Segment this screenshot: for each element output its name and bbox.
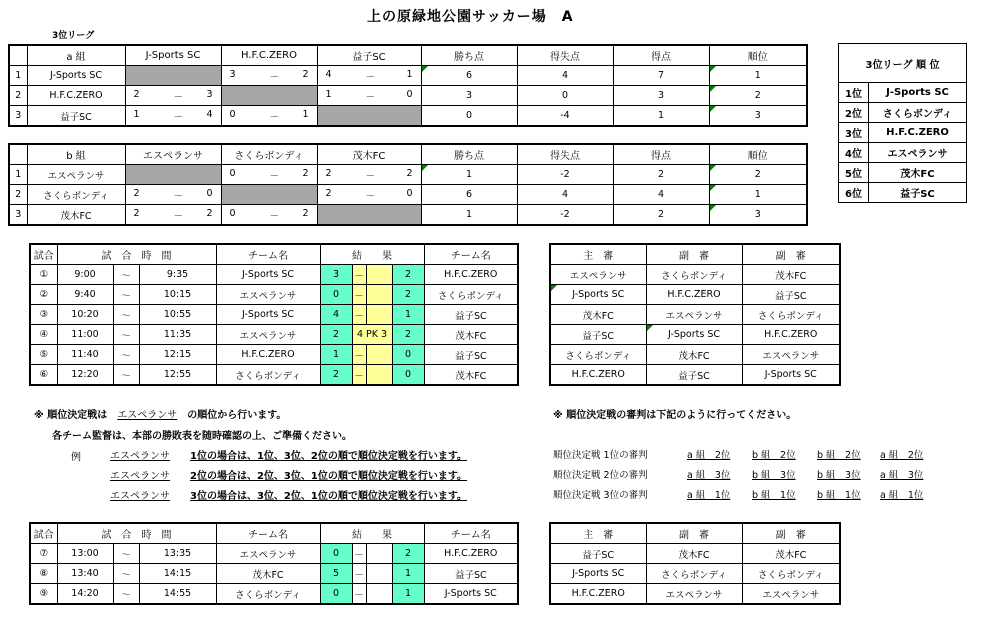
start-time: 9:40: [57, 285, 113, 305]
pk-result: [366, 564, 392, 584]
column-header: 副 審: [742, 523, 840, 544]
ranking-place: 5位: [839, 163, 869, 183]
assistant-referee: 益子SC: [646, 365, 742, 386]
column-header: 副 審: [646, 244, 742, 265]
ranking-table: [838, 43, 967, 203]
column-header: H.F.C.ZERO: [221, 45, 317, 66]
row-number: 1: [9, 165, 27, 185]
row-number: 2: [9, 86, 27, 106]
assistant-referee: エスペランサ: [646, 584, 742, 605]
home-team: エスペランサ: [216, 544, 320, 564]
points: 1: [421, 165, 517, 185]
column-header: 得点: [613, 144, 709, 165]
match-number: ⑨: [30, 584, 57, 605]
match-row: [30, 265, 518, 285]
match-row: [30, 584, 518, 605]
referee-row: [550, 345, 840, 365]
away-team: 益子SC: [424, 305, 518, 325]
end-time: 12:15: [139, 345, 216, 365]
referee-assign-cell: a 組 3位: [687, 470, 731, 481]
group-a-table: [8, 44, 808, 127]
home-score: 1: [320, 345, 352, 365]
score-dash: －: [352, 584, 366, 605]
referee-assign-cell: b 組 2位: [752, 450, 796, 461]
away-team: J-Sports SC: [424, 584, 518, 605]
assistant-referee: さくらボンディ: [742, 564, 840, 584]
self-cell: [125, 66, 221, 86]
home-team: さくらボンディ: [216, 584, 320, 605]
match-result: 2 － 2: [317, 165, 421, 185]
schedule-header: [30, 523, 518, 544]
assistant-referee: エスペランサ: [742, 584, 840, 605]
match-number: ④: [30, 325, 57, 345]
goals-for: 4: [613, 185, 709, 205]
start-time: 12:20: [57, 365, 113, 386]
example-team: エスペランサ: [110, 491, 170, 502]
column-header: 得失点: [517, 144, 613, 165]
home-team: H.F.C.ZERO: [216, 345, 320, 365]
referee-assign-cell: a 組 1位: [687, 490, 731, 501]
note-prefix: ※ 順位決定戦は: [34, 410, 108, 421]
time-separator: ～: [113, 265, 139, 285]
match-row: [30, 544, 518, 564]
away-team: H.F.C.ZERO: [424, 265, 518, 285]
ranking-team: 益子SC: [869, 183, 967, 203]
assistant-referee: 茂木FC: [742, 544, 840, 564]
end-time: 11:35: [139, 325, 216, 345]
goals-for: 7: [613, 66, 709, 86]
table-row: [9, 185, 807, 205]
assistant-referee: 茂木FC: [646, 345, 742, 365]
note-suffix: の順位から行います。: [187, 410, 287, 421]
page-title: 上の原緑地公園サッカー場 A: [367, 9, 574, 25]
column-header: 勝ち点: [421, 144, 517, 165]
ranking-team: エスペランサ: [869, 143, 967, 163]
column-header: J-Sports SC: [125, 45, 221, 66]
referee-assign-cell: a 組 1位: [880, 490, 924, 501]
away-score: 1: [392, 564, 424, 584]
rank: 3: [709, 205, 807, 226]
team-name: 益子SC: [27, 106, 125, 127]
table-row: [9, 165, 807, 185]
column-header: 勝ち点: [421, 45, 517, 66]
assistant-referee: H.F.C.ZERO: [646, 285, 742, 305]
points: 6: [421, 185, 517, 205]
referee-row: [550, 325, 840, 345]
column-header: 主 審: [550, 523, 646, 544]
referee-assign-cell: b 組 1位: [817, 490, 861, 501]
table-row: [9, 106, 807, 127]
self-cell: [221, 86, 317, 106]
away-score: 0: [392, 365, 424, 386]
match-row: [30, 285, 518, 305]
ranking-row: [839, 163, 967, 183]
self-cell: [317, 205, 421, 226]
away-team: 茂木FC: [424, 365, 518, 386]
column-header: チーム名: [216, 244, 320, 265]
referee-row: [550, 544, 840, 564]
home-team: エスペランサ: [216, 285, 320, 305]
away-score: 2: [392, 265, 424, 285]
rank: 2: [709, 86, 807, 106]
pk-result: [366, 285, 392, 305]
main-referee: J-Sports SC: [550, 564, 646, 584]
column-header: 試合: [30, 244, 57, 265]
match-number: ⑥: [30, 365, 57, 386]
assistant-referee: さくらボンディ: [742, 305, 840, 325]
table-row: [9, 205, 807, 226]
column-header: チーム名: [216, 523, 320, 544]
group-label: a 組: [27, 45, 125, 66]
example-label: 例: [71, 452, 81, 463]
away-team: 益子SC: [424, 564, 518, 584]
example-text: 3位の場合は、3位、2位、1位の順で順位決定戦を行います。: [190, 491, 468, 502]
away-team: さくらボンディ: [424, 285, 518, 305]
score-dash: －: [352, 564, 366, 584]
column-header: 順位: [709, 144, 807, 165]
rank: 3: [709, 106, 807, 127]
column-header: 得失点: [517, 45, 613, 66]
ranking-row: [839, 123, 967, 143]
match-row: [30, 325, 518, 345]
column-header: 副 審: [646, 523, 742, 544]
pk-result: [366, 305, 392, 325]
referee-row: [550, 584, 840, 605]
ranking-row: [839, 103, 967, 123]
ranking-row: [839, 143, 967, 163]
match-result: 0 － 2: [221, 205, 317, 226]
main-referee: 益子SC: [550, 325, 646, 345]
home-score: 4: [320, 305, 352, 325]
away-score: 1: [392, 305, 424, 325]
ranking-place: 4位: [839, 143, 869, 163]
score-dash: －: [352, 305, 366, 325]
assistant-referee: さくらボンディ: [646, 265, 742, 285]
time-separator: ～: [113, 325, 139, 345]
time-separator: ～: [113, 345, 139, 365]
home-score: 3: [320, 265, 352, 285]
end-time: 9:35: [139, 265, 216, 285]
score-dash: －: [352, 544, 366, 564]
column-header: 試 合 時 間: [57, 244, 216, 265]
ranking-title: 3位リーグ 順 位: [839, 44, 967, 83]
main-referee: J-Sports SC: [550, 285, 646, 305]
match-result: 2 － 3: [125, 86, 221, 106]
goal-difference: -2: [517, 165, 613, 185]
goal-difference: 4: [517, 185, 613, 205]
score-dash: －: [352, 345, 366, 365]
referee-header: [550, 523, 840, 544]
goal-difference: -2: [517, 205, 613, 226]
column-header: 得点: [613, 45, 709, 66]
match-number: ⑧: [30, 564, 57, 584]
example-text: 2位の場合は、2位、3位、1位の順で順位決定戦を行います。: [190, 471, 468, 482]
assistant-referee: 益子SC: [742, 285, 840, 305]
row-number: 3: [9, 205, 27, 226]
self-cell: [125, 165, 221, 185]
main-referee: エスペランサ: [550, 265, 646, 285]
score-dash: －: [352, 285, 366, 305]
column-header: 益子SC: [317, 45, 421, 66]
away-score: 1: [392, 584, 424, 605]
note-check: 各チーム監督は、本部の勝敗表を随時確認の上、ご準備ください。: [52, 431, 352, 442]
ranking-place: 1位: [839, 83, 869, 103]
away-score: 0: [392, 345, 424, 365]
match-result: 1 － 0: [317, 86, 421, 106]
points: 3: [421, 86, 517, 106]
referee-table-2: [549, 522, 841, 605]
assistant-referee: H.F.C.ZERO: [742, 325, 840, 345]
column-header: 試 合 時 間: [57, 523, 216, 544]
main-referee: 益子SC: [550, 544, 646, 564]
example-team: エスペランサ: [110, 451, 170, 462]
goal-difference: 4: [517, 66, 613, 86]
ranking-place: 3位: [839, 123, 869, 143]
match-number: ③: [30, 305, 57, 325]
column-header: チーム名: [424, 523, 518, 544]
home-score: 0: [320, 285, 352, 305]
match-result: 2 － 0: [317, 185, 421, 205]
row-number: 3: [9, 106, 27, 127]
home-team: エスペランサ: [216, 325, 320, 345]
schedule-table-2: [29, 522, 519, 605]
points: 1: [421, 205, 517, 226]
column-header: 順位: [709, 45, 807, 66]
score-dash: －: [352, 265, 366, 285]
referee-assign-label: 順位決定戦 1位の審判: [553, 450, 648, 461]
referee-assign-label: 順位決定戦 3位の審判: [553, 490, 648, 501]
time-separator: ～: [113, 564, 139, 584]
start-time: 14:20: [57, 584, 113, 605]
home-team: J-Sports SC: [216, 305, 320, 325]
start-time: 13:40: [57, 564, 113, 584]
score-dash: －: [352, 365, 366, 386]
start-time: 10:20: [57, 305, 113, 325]
ranking-row: [839, 183, 967, 203]
pk-result: [366, 544, 392, 564]
match-result: 2 － 2: [125, 205, 221, 226]
home-score: 0: [320, 584, 352, 605]
referee-assign-cell: a 組 3位: [880, 470, 924, 481]
rank: 2: [709, 165, 807, 185]
match-row: [30, 365, 518, 386]
column-header: 主 審: [550, 244, 646, 265]
row-number: 2: [9, 185, 27, 205]
column-header: 結 果: [320, 523, 424, 544]
group-a-header: [9, 45, 807, 66]
pk-result: [366, 345, 392, 365]
points: 6: [421, 66, 517, 86]
time-separator: ～: [113, 544, 139, 564]
end-time: 10:15: [139, 285, 216, 305]
table-row: [9, 66, 807, 86]
home-score: 2: [320, 365, 352, 386]
time-separator: ～: [113, 305, 139, 325]
ranking-team: J-Sports SC: [869, 83, 967, 103]
match-result: 2 － 0: [125, 185, 221, 205]
pk-result: [366, 265, 392, 285]
goal-difference: -4: [517, 106, 613, 127]
table-row: [9, 86, 807, 106]
start-time: 11:40: [57, 345, 113, 365]
goals-for: 2: [613, 165, 709, 185]
referee-table-1: [549, 243, 841, 386]
end-time: 14:55: [139, 584, 216, 605]
home-team: J-Sports SC: [216, 265, 320, 285]
pk-result: [366, 584, 392, 605]
referee-row: [550, 365, 840, 386]
main-referee: さくらボンディ: [550, 345, 646, 365]
referee-assign-cell: a 組 2位: [880, 450, 924, 461]
end-time: 14:15: [139, 564, 216, 584]
home-score: 5: [320, 564, 352, 584]
match-number: ⑦: [30, 544, 57, 564]
rank: 1: [709, 66, 807, 86]
time-separator: ～: [113, 584, 139, 605]
pk-result: [366, 365, 392, 386]
referee-row: [550, 265, 840, 285]
away-team: H.F.C.ZERO: [424, 544, 518, 564]
time-separator: ～: [113, 285, 139, 305]
column-header: 試合: [30, 523, 57, 544]
league-label: 3位リーグ: [52, 31, 95, 41]
referee-assign-cell: b 組 3位: [752, 470, 796, 481]
goal-difference: 0: [517, 86, 613, 106]
column-header: 茂木FC: [317, 144, 421, 165]
referee-row: [550, 305, 840, 325]
time-separator: ～: [113, 365, 139, 386]
away-score: 2: [392, 325, 424, 345]
goals-for: 3: [613, 86, 709, 106]
column-header: 副 審: [742, 244, 840, 265]
referee-assign-label: 順位決定戦 2位の審判: [553, 470, 648, 481]
rank: 1: [709, 185, 807, 205]
goals-for: 1: [613, 106, 709, 127]
self-cell: [221, 185, 317, 205]
ranking-team: さくらボンディ: [869, 103, 967, 123]
home-team: 茂木FC: [216, 564, 320, 584]
group-b-table: [8, 143, 808, 226]
end-time: 12:55: [139, 365, 216, 386]
end-time: 10:55: [139, 305, 216, 325]
group-label: b 組: [27, 144, 125, 165]
points: 0: [421, 106, 517, 127]
home-team: さくらボンディ: [216, 365, 320, 386]
column-header: 結 果: [320, 244, 424, 265]
schedule-header: [30, 244, 518, 265]
referee-assign-cell: b 組 2位: [817, 450, 861, 461]
example-team: エスペランサ: [110, 471, 170, 482]
group-b-header: [9, 144, 807, 165]
column-header: さくらボンディ: [221, 144, 317, 165]
match-row: [30, 345, 518, 365]
assistant-referee: J-Sports SC: [742, 365, 840, 386]
end-time: 13:35: [139, 544, 216, 564]
referee-row: [550, 285, 840, 305]
assistant-referee: 茂木FC: [646, 544, 742, 564]
start-time: 13:00: [57, 544, 113, 564]
pk-result: 4 PK 3: [352, 325, 392, 345]
ranking-row: [839, 83, 967, 103]
match-result: 0 － 1: [221, 106, 317, 127]
home-score: 2: [320, 325, 352, 345]
match-result: 4 － 1: [317, 66, 421, 86]
column-header: チーム名: [424, 244, 518, 265]
team-name: 茂木FC: [27, 205, 125, 226]
referee-note-title: ※ 順位決定戦の審判は下記のように行ってください。: [553, 410, 797, 421]
team-name: J-Sports SC: [27, 66, 125, 86]
assistant-referee: J-Sports SC: [646, 325, 742, 345]
ranking-team: H.F.C.ZERO: [869, 123, 967, 143]
team-name: さくらボンディ: [27, 185, 125, 205]
referee-row: [550, 564, 840, 584]
match-result: 3 － 2: [221, 66, 317, 86]
main-referee: 茂木FC: [550, 305, 646, 325]
note-order: [34, 406, 286, 421]
match-number: ①: [30, 265, 57, 285]
away-team: 茂木FC: [424, 325, 518, 345]
match-result: 1 － 4: [125, 106, 221, 127]
referee-assign-cell: b 組 3位: [817, 470, 861, 481]
start-time: 9:00: [57, 265, 113, 285]
home-score: 0: [320, 544, 352, 564]
match-result: 0 － 2: [221, 165, 317, 185]
assistant-referee: エスペランサ: [646, 305, 742, 325]
assistant-referee: さくらボンディ: [646, 564, 742, 584]
start-time: 11:00: [57, 325, 113, 345]
column-header: エスペランサ: [125, 144, 221, 165]
match-number: ⑤: [30, 345, 57, 365]
ranking-place: 6位: [839, 183, 869, 203]
schedule-table-1: [29, 243, 519, 386]
team-name: エスペランサ: [27, 165, 125, 185]
referee-assign-cell: b 組 1位: [752, 490, 796, 501]
row-number: 1: [9, 66, 27, 86]
match-number: ②: [30, 285, 57, 305]
ranking-team: 茂木FC: [869, 163, 967, 183]
away-score: 2: [392, 285, 424, 305]
assistant-referee: 茂木FC: [742, 265, 840, 285]
match-row: [30, 305, 518, 325]
ranking-place: 2位: [839, 103, 869, 123]
main-referee: H.F.C.ZERO: [550, 365, 646, 386]
example-text: 1位の場合は、1位、3位、2位の順で順位決定戦を行います。: [190, 451, 468, 462]
away-team: 益子SC: [424, 345, 518, 365]
main-referee: H.F.C.ZERO: [550, 584, 646, 605]
referee-assign-cell: a 組 2位: [687, 450, 731, 461]
referee-header: [550, 244, 840, 265]
self-cell: [317, 106, 421, 127]
away-score: 2: [392, 544, 424, 564]
note-team: エスペランサ: [117, 410, 178, 421]
assistant-referee: エスペランサ: [742, 345, 840, 365]
goals-for: 2: [613, 205, 709, 226]
match-row: [30, 564, 518, 584]
team-name: H.F.C.ZERO: [27, 86, 125, 106]
